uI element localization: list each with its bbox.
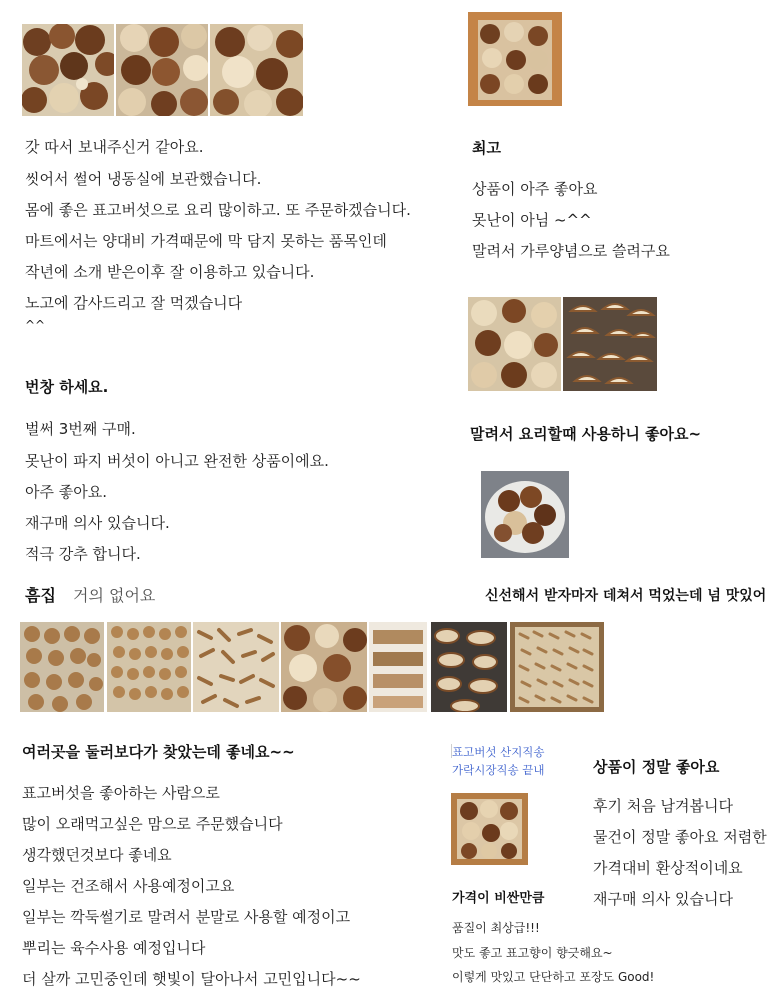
review-text-line: 상품이 아주 좋아요 xyxy=(472,180,598,198)
review-text-line: 못난이 파지 버섯이 아니고 완전한 상품이에요. xyxy=(25,452,329,470)
mushroom-pile-image xyxy=(468,297,561,391)
review-text-line: 적극 강추 합니다. xyxy=(25,545,141,563)
flaw-rating xyxy=(25,583,155,606)
mushroom-box-image xyxy=(451,793,528,865)
review-text-line: 아주 좋아요. xyxy=(25,483,107,501)
mushroom-pile-photo xyxy=(468,297,561,391)
drying-tray-photo-5 xyxy=(369,622,427,712)
sliced-mushroom-photo xyxy=(563,297,657,391)
drying-tray-photo-7 xyxy=(510,622,604,712)
review-text-line: 일부는 깍둑썰기로 말려서 분말로 사용할 예정이고 xyxy=(22,908,351,926)
drying-tray-photo-6 xyxy=(431,622,507,712)
review-text-line: 뿌리는 육수사용 예정입니다 xyxy=(22,939,206,957)
mushroom-bowl-photo xyxy=(481,471,569,558)
drying-rack-image xyxy=(369,622,427,712)
mushroom-pile-image xyxy=(210,24,303,116)
product-link[interactable]: 가락시장직송 끝내 xyxy=(452,763,545,777)
review-title: 가격이 비싼만큼 xyxy=(452,891,545,906)
review-text-line: 이렇게 맛있고 단단하고 포장도 Good! xyxy=(452,970,655,984)
review-title: 말려서 요리할때 사용하니 좋아요~ xyxy=(470,425,702,443)
mushroom-pile-image xyxy=(116,24,208,116)
drying-tray-image xyxy=(20,622,104,712)
mushroom-pile-image xyxy=(281,622,367,712)
review-text-line: 마트에서는 양대비 가격때문에 막 담지 못하는 품목인데 xyxy=(25,232,387,250)
mushroom-bowl-image xyxy=(481,471,569,558)
flaw-value: 거의 없어요 xyxy=(73,586,156,605)
sliced-mushroom-image xyxy=(431,622,507,712)
review-title: 최고 xyxy=(472,139,501,157)
review-text-line: ^^ xyxy=(25,318,46,332)
review-text-line: 품질이 최상급!!! xyxy=(452,921,540,935)
review-text-line: 재구매 의사 있습니다 xyxy=(593,890,733,908)
review-text-line: 일부는 건조해서 사용예정이고요 xyxy=(22,877,235,895)
review-text-line: 물건이 정말 좋아요 저렴한 xyxy=(593,828,767,846)
product-link[interactable]: 표고버섯 산지직송 xyxy=(452,745,545,759)
drying-tray-photo-4 xyxy=(281,622,367,712)
review-title: 신선해서 받자마자 데쳐서 먹었는데 넘 맛있어 xyxy=(485,588,767,604)
review-text-line: 못난이 아님 ~^^ xyxy=(472,211,592,229)
review-text-line: 벌써 3번째 구매. xyxy=(25,420,136,438)
review-title: 번창 하세요. xyxy=(25,378,109,396)
review-text-line: 맛도 좋고 표고향이 향긋해요~ xyxy=(452,946,613,960)
review-text-line: 노고에 감사드리고 잘 먹겠습니다 xyxy=(25,294,243,312)
drying-tray-image xyxy=(107,622,191,712)
drying-tray-photo-1 xyxy=(20,622,104,712)
review-text-line: 말려서 가루양념으로 쓸려구요 xyxy=(472,242,670,260)
review-text-line: 몸에 좋은 표고버섯으로 요리 많이하고. 또 주문하겠습니다. xyxy=(25,201,411,219)
review-text-line: 표고버섯을 좋아하는 사람으로 xyxy=(22,784,220,802)
link-divider xyxy=(451,744,452,758)
sliced-mushroom-image xyxy=(193,622,279,712)
review-text-line: 후기 처음 남겨봅니다 xyxy=(593,797,733,815)
review-title: 여러곳을 둘러보다가 찾았는데 좋네요~~ xyxy=(22,743,295,761)
review-text-line: 작년에 소개 받은이후 잘 이용하고 있습니다. xyxy=(25,263,315,281)
review-text-line: 가격대비 환상적이네요 xyxy=(593,859,743,877)
mushroom-photo-top-2 xyxy=(116,24,208,116)
review-text-line: 생각했던것보다 좋네요 xyxy=(22,846,172,864)
drying-tray-image xyxy=(510,622,604,712)
review-title: 상품이 정말 좋아요 xyxy=(593,758,720,776)
mushroom-photo-top-3 xyxy=(210,24,303,116)
review-text-line: 갓 따서 보내주신거 같아요. xyxy=(25,138,204,156)
review-text-line: 씻어서 썰어 냉동실에 보관했습니다. xyxy=(25,170,262,188)
review-text-line: 더 살까 고민중인데 햇빛이 달아나서 고민입니다~~ xyxy=(22,970,361,988)
mushroom-photo-top-1 xyxy=(22,24,114,116)
mushroom-box-image xyxy=(468,12,562,106)
review-text-line: 재구매 의사 있습니다. xyxy=(25,514,170,532)
review-text-line: 많이 오래먹고싶은 맘으로 주문했습니다 xyxy=(22,815,283,833)
drying-tray-photo-2 xyxy=(107,622,191,712)
drying-tray-photo-3 xyxy=(193,622,279,712)
mushroom-box-photo xyxy=(468,12,562,106)
flaw-label: 흠집 xyxy=(25,586,56,605)
mushroom-pile-image xyxy=(22,24,114,116)
product-thumbnail-photo xyxy=(451,793,528,865)
sliced-mushroom-image xyxy=(563,297,657,391)
